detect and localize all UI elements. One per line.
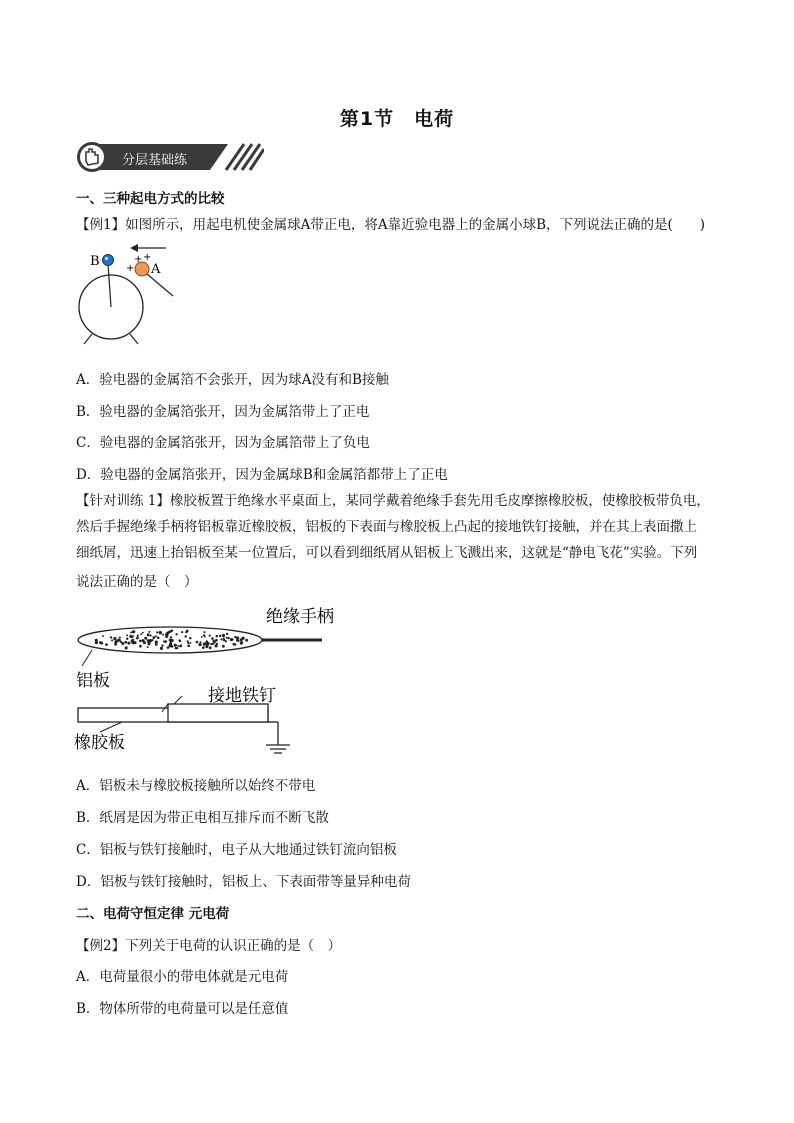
paper-scrap <box>220 638 222 640</box>
paper-scrap <box>177 645 179 647</box>
paper-scrap <box>95 641 98 644</box>
hand-icon <box>77 142 107 172</box>
paper-scrap <box>240 638 243 641</box>
paper-scrap <box>137 635 139 637</box>
paper-scrap <box>155 635 157 637</box>
paper-scrap <box>170 636 172 638</box>
paper-scrap <box>232 638 234 640</box>
paper-scrap <box>240 641 243 644</box>
paper-scrap <box>230 639 232 641</box>
paper-scrap <box>226 637 228 639</box>
section-heading-2: 二、电荷守恒定律 元电荷 <box>76 906 230 922</box>
paper-scrap <box>131 640 134 643</box>
paper-scrap <box>196 641 199 644</box>
paper-scrap <box>223 639 226 642</box>
page-title: 第1节 电荷 <box>339 108 455 130</box>
paper-scrap <box>99 641 101 643</box>
paper-scrap <box>226 633 228 635</box>
paper-scrap <box>204 635 206 637</box>
paper-scrap <box>148 642 151 645</box>
paper-scrap <box>176 647 178 649</box>
paper-scrap <box>236 637 239 640</box>
paper-scrap <box>198 643 201 646</box>
plate-label: 铝板 <box>76 671 110 691</box>
paper-scrap <box>143 641 146 644</box>
paper-scrap <box>113 637 116 640</box>
paper-scrap <box>216 643 218 645</box>
paper-scrap <box>169 643 172 646</box>
paper-scrap <box>202 646 205 649</box>
paper-scrap <box>139 640 142 643</box>
paper-scrap <box>216 635 218 637</box>
paper-scrap <box>167 646 170 649</box>
paper-scrap <box>228 637 230 639</box>
paper-scrap <box>189 637 191 639</box>
training-1-line-3: 细纸屑，迅速上抬铝板至某一位置后，可以看到细纸屑从铝板上飞溅出来，这就是“静电飞花”实验。下列 <box>76 545 698 561</box>
paper-scrap <box>169 639 172 642</box>
paper-scrap <box>160 647 163 650</box>
paper-scrap <box>190 642 192 644</box>
paper-scrap <box>153 637 155 639</box>
paper-scrap <box>245 639 248 642</box>
paper-scrap <box>130 636 133 639</box>
paper-scrap <box>222 634 225 637</box>
label-a: A <box>151 262 161 277</box>
paper-scrap <box>175 633 177 635</box>
example-1-option-c: C．验电器的金属箔张开，因为金属箔带上了负电 <box>76 435 370 451</box>
paper-scrap <box>127 642 130 645</box>
example-2-option-b: B．物体所带的电荷量可以是任意值 <box>76 1001 289 1017</box>
training-1-option-d: D．铝板与铁钉接触时，铝板上、下表面带等量异种电荷 <box>76 874 411 890</box>
paper-scrap <box>187 644 190 647</box>
example-2-stem: 【例2】下列关于电荷的认识正确的是（ ） <box>76 938 342 954</box>
paper-scrap <box>201 636 203 638</box>
electroscope-figure <box>70 238 190 350</box>
paper-scrap <box>208 642 210 644</box>
paper-scrap <box>144 637 147 640</box>
paper-scrap <box>155 643 158 646</box>
paper-scrap <box>237 640 239 642</box>
paper-scrap <box>140 633 142 635</box>
paper-scrap <box>234 643 236 645</box>
paper-scrap <box>149 639 152 642</box>
paper-scrap <box>119 636 121 638</box>
paper-scrap <box>117 639 120 642</box>
paper-scrap <box>163 640 165 642</box>
paper-scrap <box>147 646 149 648</box>
paper-scrap <box>114 640 117 643</box>
plus-sign: + <box>143 252 152 263</box>
training-1-option-a: A．铝板未与橡胶板接触所以始终不带电 <box>76 778 316 794</box>
banner-label: 分层基础练 <box>122 153 188 168</box>
paper-scrap <box>142 632 144 634</box>
paper-scrap <box>110 636 112 638</box>
paper-scrap <box>157 637 160 640</box>
paper-scrap <box>203 631 205 633</box>
paper-scrap <box>166 632 169 635</box>
example-1-option-b: B．验电器的金属箔张开，因为金属箔带上了正电 <box>76 404 370 420</box>
paper-scrap <box>111 639 113 641</box>
paper-scrap <box>105 643 108 646</box>
example-1-stem: 【例1】如图所示，用起电机使金属球A带正电，将A靠近验电器上的金属小球B，下列说法正确的是( ) <box>76 217 706 233</box>
paper-scrap <box>136 637 139 640</box>
example-1-option-a: A．验电器的金属箔不会张开，因为球A没有和B接触 <box>76 372 389 388</box>
paper-scrap <box>159 631 162 634</box>
plus-sign: + <box>126 263 135 274</box>
paper-scrap <box>132 630 135 633</box>
paper-scrap <box>205 645 208 648</box>
paper-scrap <box>102 635 104 637</box>
training-1-line-2: 然后手握绝缘手柄将铝板靠近橡胶板，铝板的下表面与橡胶板上凸起的接地铁钉接触，并在其上表面撒上 <box>76 519 697 535</box>
paper-scrap <box>124 641 127 644</box>
section-heading-1: 一、三种起电方式的比较 <box>76 191 225 207</box>
example-1-option-d: D．验电器的金属箔张开，因为金属球B和金属箔都带上了正电 <box>76 467 448 483</box>
paper-scrap <box>185 631 187 633</box>
paper-scrap <box>171 629 174 632</box>
paper-scrap <box>181 631 183 633</box>
training-1-option-b: B．纸屑是因为带正电相互排斥而不断飞散 <box>76 810 329 826</box>
paper-scrap <box>139 645 142 648</box>
ground-icon <box>266 745 290 753</box>
paper-scrap <box>165 636 168 639</box>
paper-scrap <box>211 637 214 640</box>
paper-scrap <box>187 642 189 644</box>
paper-scrap <box>161 645 163 647</box>
plus-sign: + <box>134 254 143 265</box>
nail-label: 接地铁钉 <box>208 686 276 706</box>
handle-label: 绝缘手柄 <box>266 607 334 627</box>
label-b: B <box>90 254 100 269</box>
rubber-label: 橡胶板 <box>74 733 125 753</box>
paper-scrap <box>209 646 212 649</box>
paper-scrap <box>156 631 158 633</box>
paper-scrap <box>209 635 211 637</box>
paper-scrap <box>125 646 128 649</box>
paper-scrap <box>222 645 225 648</box>
paper-scrap <box>174 644 176 646</box>
paper-scrap <box>148 631 150 633</box>
paper-scrap <box>179 644 182 647</box>
example-2-option-a: A．电荷量很小的带电体就是元电荷 <box>76 969 289 985</box>
training-1-line-1: 【针对训练 1】橡胶板置于绝缘水平桌面上，某同学戴着绝缘手套先用毛皮摩擦橡胶板，使橡胶板带负电， <box>76 493 710 509</box>
paper-scrap <box>126 638 128 640</box>
paper-scrap <box>121 642 124 645</box>
static-flower-figure <box>70 600 360 760</box>
paper-scrap <box>219 635 221 637</box>
training-1-option-c: C．铝板与铁钉接触时，电子从大地通过铁钉流向铝板 <box>76 842 397 858</box>
paper-scrap <box>178 639 181 642</box>
training-1-line-4: 说法正确的是（ ） <box>76 574 198 590</box>
paper-scrap <box>185 635 187 637</box>
paper-scrap <box>203 643 205 645</box>
paper-scrap <box>126 634 128 636</box>
paper-scrap <box>162 634 164 636</box>
paper-scrap <box>147 633 150 636</box>
paper-scrap <box>150 634 152 636</box>
paper-scrap <box>206 640 209 643</box>
paper-scrap <box>212 642 214 644</box>
